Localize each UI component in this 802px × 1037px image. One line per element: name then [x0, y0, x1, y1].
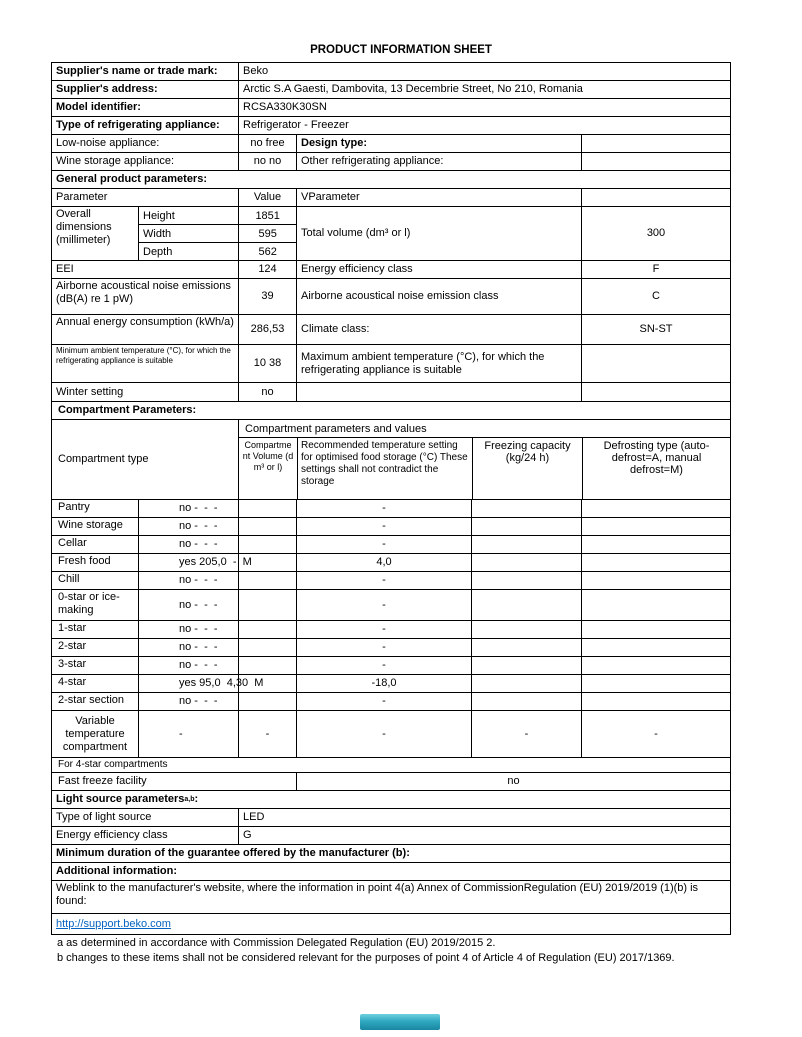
compartment-volume — [238, 639, 296, 656]
row-light-class — [52, 827, 730, 845]
row-overall-dimensions — [52, 207, 730, 261]
compartment-defrost — [581, 554, 730, 571]
noise-label: Airborne acoustical noise emissions (dB(A) re 1 pW) — [56, 280, 231, 305]
compartment-flag: yes 95,0 4,30 M — [179, 677, 264, 689]
compartment-row-three-star — [52, 657, 730, 675]
compartment-flag: no - - - — [179, 695, 218, 707]
light-class-value: G — [238, 827, 730, 844]
guarantee-label: Minimum duration of the guarantee offered by the manufacturer (b): — [56, 847, 410, 859]
compartment-name: Pantry — [58, 501, 90, 513]
parameter-header: Parameter — [56, 191, 108, 203]
design-type-label: Design type: — [301, 137, 368, 149]
compartment-row-wine-storage — [52, 518, 730, 536]
max-temp-value — [581, 345, 730, 382]
compartment-row-cellar — [52, 536, 730, 554]
appliance-type-label: Type of refrigerating appliance: — [56, 119, 220, 131]
supplier-name-value: Beko — [238, 63, 730, 80]
climate-class-value: SN-ST — [581, 315, 730, 344]
value-header: Value — [238, 189, 296, 206]
compartment-freeze — [471, 590, 581, 620]
footnote-b: b changes to these items shall not be considered relevant for the purposes of point 4 of Article 4 of Regulation (EU) 2017/1369. — [57, 952, 675, 964]
row-fast-freeze — [52, 773, 730, 791]
row-supplier-name — [52, 63, 730, 81]
compartment-flag: - — [179, 727, 183, 740]
light-class-label: Energy efficiency class — [56, 829, 168, 841]
compartment-flag: no - - - — [179, 623, 218, 635]
row-light-section — [52, 791, 730, 809]
total-volume-label: Total volume (dm³ or l) — [296, 207, 581, 260]
row-energy-consumption — [52, 315, 730, 345]
compartment-name: 3-star — [58, 658, 87, 670]
freeze-column-header: Freezing capacity (kg/24 h) — [472, 438, 582, 499]
compartment-freeze — [471, 518, 581, 535]
row-guarantee — [52, 845, 730, 863]
compartment-temp: - — [296, 500, 471, 517]
fast-freeze-value: no — [296, 773, 730, 790]
compartment-row-zero-star — [52, 590, 730, 621]
wine-storage-label: Wine storage appliance: — [56, 155, 175, 167]
compartment-row-chill — [52, 572, 730, 590]
compartment-type-header: Compartment type — [58, 453, 149, 465]
compartment-temp: - — [296, 621, 471, 638]
wine-storage-value: no no — [238, 153, 296, 170]
footnotes — [51, 937, 737, 967]
dim-row-width — [139, 225, 296, 243]
volume-column-header: Compartment Volume (dm³ or l) — [242, 440, 294, 472]
energy-consumption-label: Annual energy consumption (kWh/a) — [56, 316, 234, 328]
dim-row-depth — [139, 243, 296, 260]
footnote-a: a as determined in accordance with Commission Delegated Regulation (EU) 2019/2015 2. — [57, 937, 496, 949]
compartment-name: 2-star — [58, 640, 87, 652]
product-table — [51, 62, 731, 935]
compartment-row-pantry — [52, 500, 730, 518]
compartment-freeze — [471, 657, 581, 674]
compartment-defrost: - — [581, 711, 730, 757]
row-compartment-section — [52, 402, 730, 420]
compartment-name: 1-star — [58, 622, 87, 634]
low-noise-label: Low-noise appliance: — [56, 137, 160, 149]
compartment-freeze — [471, 675, 581, 692]
compartment-freeze — [471, 572, 581, 589]
compartment-volume — [238, 518, 296, 535]
compartment-defrost — [581, 572, 730, 589]
compartment-row-four-star — [52, 675, 730, 693]
compartment-volume — [238, 693, 296, 710]
dim-width-value: 595 — [238, 225, 296, 242]
support-link[interactable]: http://support.beko.com — [56, 917, 171, 930]
compartment-freeze — [471, 621, 581, 638]
light-type-value: LED — [238, 809, 730, 826]
weblink-text: Weblink to the manufacturer's website, where the information in point 4(a) Annex of CommissionRegulation (EU) 2019/2019 (1)(b) is found: — [56, 882, 699, 907]
compartment-volume — [238, 572, 296, 589]
compartment-defrost — [581, 621, 730, 638]
compartment-flag: no - - - — [179, 598, 218, 611]
compartment-temp: 4,0 — [296, 554, 471, 571]
compartment-volume — [238, 657, 296, 674]
compartment-row-two-star — [52, 639, 730, 657]
compartment-temp: - — [296, 639, 471, 656]
compartment-temp: - — [296, 590, 471, 620]
compartment-volume — [238, 590, 296, 620]
row-low-noise — [52, 135, 730, 153]
compartment-name: 4-star — [58, 676, 87, 688]
compartment-values-header: Compartment parameters and values — [239, 420, 730, 438]
temp-column-header: Recommended temperature setting for optimised food storage (°C) These settings shall not contradict the storage — [297, 438, 472, 499]
appliance-type-value: Refrigerator - Freezer — [238, 117, 730, 134]
compartment-volume — [238, 536, 296, 553]
row-eei — [52, 261, 730, 279]
row-light-type — [52, 809, 730, 827]
compartment-name: Chill — [58, 573, 80, 585]
compartment-row-two-star-section — [52, 693, 730, 711]
compartment-defrost — [581, 657, 730, 674]
compartment-temp: - — [296, 572, 471, 589]
compartment-freeze — [471, 693, 581, 710]
noise-value: 39 — [238, 279, 296, 314]
noise-class-value: C — [581, 279, 730, 314]
row-additional-section — [52, 863, 730, 881]
row-supplier-address — [52, 81, 730, 99]
compartment-temp: - — [296, 711, 471, 757]
additional-section-label: Additional information: — [56, 865, 177, 877]
light-section-label: Light source parameters a,b : — [56, 793, 199, 805]
climate-class-label: Climate class: — [296, 315, 581, 344]
energy-class-value: F — [581, 261, 730, 278]
compartment-volume — [238, 621, 296, 638]
compartment-freeze: - — [471, 711, 581, 757]
winter-setting-label: Winter setting — [56, 385, 124, 398]
min-temp-value: 10 38 — [238, 345, 296, 382]
compartment-temp: - — [296, 536, 471, 553]
other-appliance-value — [581, 153, 730, 170]
compartment-defrost — [581, 639, 730, 656]
compartment-temp: - — [296, 693, 471, 710]
noise-class-label: Airborne acoustical noise emission class — [296, 279, 581, 314]
low-noise-value: no free — [238, 135, 296, 152]
compartment-temp: - — [296, 657, 471, 674]
compartment-defrost — [581, 590, 730, 620]
light-type-label: Type of light source — [56, 811, 152, 823]
row-parameter-header — [52, 189, 730, 207]
compartment-defrost — [581, 536, 730, 553]
compartment-defrost — [581, 518, 730, 535]
teal-progress-bar — [360, 1014, 440, 1030]
supplier-name-label: Supplier's name or trade mark: — [56, 65, 218, 77]
compartment-flag: no - - - — [179, 502, 218, 514]
eei-label: EEI — [56, 263, 74, 275]
compartment-defrost — [581, 693, 730, 710]
compartment-volume — [238, 500, 296, 517]
fast-freeze-label: Fast freeze facility — [58, 775, 147, 787]
row-model-identifier — [52, 99, 730, 117]
compartment-freeze — [471, 639, 581, 656]
compartment-freeze — [471, 500, 581, 517]
compartment-name: Fresh food — [58, 555, 111, 567]
compartment-flag: yes 205,0 - M — [179, 556, 252, 568]
total-volume-value: 300 — [581, 207, 730, 260]
compartment-row-one-star — [52, 621, 730, 639]
supplier-address-label: Supplier's address: — [56, 83, 158, 95]
winter-setting-value: no — [238, 383, 296, 401]
parameter2-header: V Parameter — [296, 189, 581, 206]
row-winter-setting — [52, 383, 730, 402]
compartment-flag: no - - - — [179, 574, 218, 586]
compartment-name: Wine storage — [58, 519, 123, 531]
compartment-freeze — [471, 554, 581, 571]
four-star-note: For 4-star compartments — [58, 759, 168, 770]
model-identifier-value: RCSA330K30SN — [238, 99, 730, 116]
compartment-defrost — [581, 500, 730, 517]
max-temp-label: Maximum ambient temperature (°C), for which the refrigerating appliance is suitable — [296, 345, 581, 382]
compartment-flag: no - - - — [179, 538, 218, 550]
compartment-name: 0-star or ice-making — [58, 591, 120, 616]
compartment-flag: no - - - — [179, 659, 218, 671]
row-four-star-note — [52, 758, 730, 773]
dim-height-label: Height — [143, 209, 175, 222]
compartment-section-label: Compartment Parameters: — [58, 404, 197, 416]
compartment-row-variable-temp — [52, 711, 730, 758]
model-identifier-label: Model identifier: — [56, 101, 141, 113]
compartment-name: Cellar — [58, 537, 87, 549]
compartment-row-fresh-food — [52, 554, 730, 572]
page-title: PRODUCT INFORMATION SHEET — [310, 44, 492, 56]
design-type-value — [581, 135, 730, 152]
dim-width-label: Width — [143, 227, 172, 240]
compartment-volume: - — [238, 711, 296, 757]
row-weblink — [52, 914, 730, 934]
row-compartment-header — [52, 420, 730, 500]
row-noise — [52, 279, 730, 315]
compartment-freeze — [471, 536, 581, 553]
overall-dimensions-label: Overall dimensions (millimeter) — [56, 208, 112, 246]
dim-row-height — [139, 207, 296, 225]
defrost-column-header: Defrosting type (auto-defrost=A, manual defrost=M) — [582, 438, 730, 499]
compartment-name: Variable temperature compartment — [62, 714, 128, 753]
row-appliance-type — [52, 117, 730, 135]
compartment-flag: no - - - — [179, 641, 218, 653]
dim-height-value: 1851 — [238, 207, 296, 224]
compartment-temp: - — [296, 518, 471, 535]
eei-value: 124 — [238, 261, 296, 278]
dim-depth-value: 562 — [238, 243, 296, 260]
other-appliance-label: Other refrigerating appliance: — [296, 153, 581, 170]
compartment-temp: -18,0 — [296, 675, 471, 692]
compartment-defrost — [581, 675, 730, 692]
dimensions-subtable — [138, 207, 296, 260]
compartment-name: 2-star section — [58, 694, 125, 706]
min-temp-label: Minimum ambient temperature (°C), for which the refrigerating appliance is suitable — [56, 346, 231, 365]
general-section-label: General product parameters: — [56, 173, 207, 185]
row-general-section — [52, 171, 730, 189]
energy-class-label: Energy efficiency class — [296, 261, 581, 278]
compartment-flag: no - - - — [179, 520, 218, 532]
row-ambient-temperature — [52, 345, 730, 383]
row-weblink-text — [52, 881, 730, 914]
energy-consumption-value: 286,53 — [238, 315, 296, 344]
row-wine-storage — [52, 153, 730, 171]
dim-depth-label: Depth — [143, 245, 173, 258]
supplier-address-value: Arctic S.A Gaesti, Dambovita, 13 Decembrie Street, No 210, Romania — [238, 81, 730, 98]
